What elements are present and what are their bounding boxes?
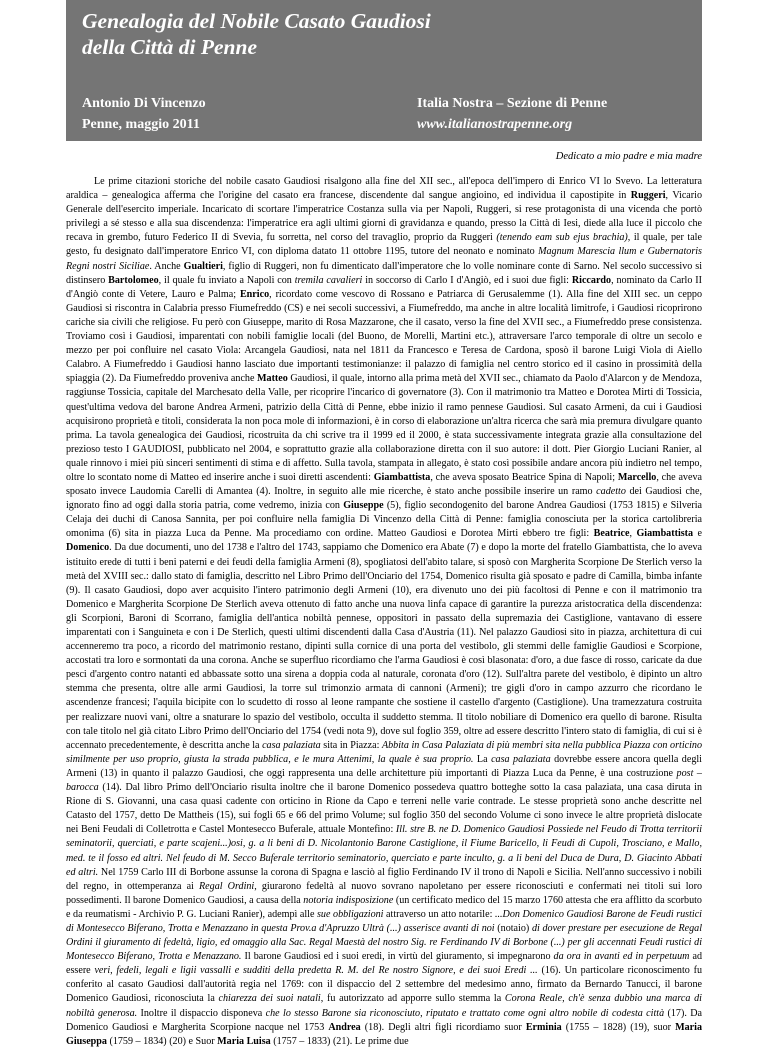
text-run: (1755 – 1828) (19), suor [561, 1021, 676, 1033]
text-run: ad essere [66, 951, 703, 977]
text-run: (un certificato medico del 15 marzo 1760 attesta che era afflitto da scorbuto e da reumatismi - Archivio P. G. Luciani Ranier), adempì alle [66, 894, 702, 920]
italic-quote: Abbita in Casa Palaziata di più membri sita nella pubblica Piazza con orticino similmente per uso proprio, giusta la strada pubblica, e le mura Attenimi, la quale è sua proprio. [66, 739, 702, 765]
text-run: (16). Un particolare riconoscimento fu conferito al casato Gaudiosi dall'autorità regia nel 1769: con il dispaccio del 2 settembre del medesimo anno, firmato da Bernardo Tanucci, il barone Domenico Gaudiosi, riconosciuta la [66, 965, 702, 1005]
text-run: (18). Degli altri figli ricordiamo suor [360, 1021, 526, 1033]
text-run: La [473, 753, 492, 765]
text-run: (1759 – 1834) (20) e Suor [106, 1035, 218, 1047]
bold-name: Giambattista [636, 528, 694, 540]
italic-quote: notoria indisposizione [303, 894, 394, 906]
text-run: , Vicario Generale dell'esercito imperiale. Incaricato di scortare l'imperatrice Costanza sulla via per Napoli, Ruggeri, si rese protagonista di una vicenda che portò privilegi a sé stesso e alla sua discendenza: l'imperatrice era agli ultimi giorni di gravidanza e quando, presso la Città di Iesi, diede alla luce il piccolo che recava in grembo, futuro Federico II di Svevia, fu sorretta, nel corso del travaglio, proprio da Ruggeri [66, 190, 702, 244]
italic-quote: che lo stesso Barone sia riconosciuto, riputato e trattato come ogni altro nobile di codesta città [265, 1007, 665, 1019]
italic-quote: Magnum Marescia llum e Gubernatoris Regni nostri Siciliae [66, 246, 702, 272]
text-run: sita in Piazza: [320, 739, 382, 751]
place-date: Penne, maggio 2011 [82, 117, 200, 132]
author-name: Antonio Di Vincenzo [82, 96, 206, 111]
text-run: Inoltre il dispaccio disponeva [137, 1007, 266, 1019]
text-run: Gaudiosi, il quale, intorno alla prima metà del XVII sec., chiamato da Paolo d'Alarcon y de Mendoza, raggiunse Tossicia, capitale del Marchesato della Valle, per ricoprire l'incarico di governatore (3). Con il matrimonio tra Matteo e Dorotea Mirti di Tossicia, quest'ultima vedova del barone Andrea Armeni, patrizio della Città di Penne, ebbe inizio il ramo pennese Gaudiosi. Sul casato Armeni, da cui i Gaudiosi acquisirono proprietà e titoli, considerata la non poca mole di informazioni, è in corso di elaborazione un'altra ricerca che sarà mia premura divulgare quanto prima. La tavola genealogica dei Gaudiosi, ricostruita da chi scrive tra il 1999 ed il 2000, è stata successivamente integrata grazie alla consultazione del prezioso testo I GAUDIOSI, pubblicato nel 2004, e soprattutto grazie alla collaborazione diretta con il suo autore: il dott. Pier Giorgio Luciani Ranier, al quale rinnovo i miei più sinceri sentimenti di stima e di affetto. Sulla tavola, stampata in allegato, è stato così possibile andare ancora più indietro nel tempo, oltre lo scontato nome di Matteo ed inserire anche i suoi diretti ascendenti: [66, 373, 703, 483]
text-run: (14). Dal libro Primo dell'Onciario risulta inoltre che il barone Domenico possedeva quattro botteghe sotto la casa palaziata, una casa diruta in Rione di S. Giovanni, una casa quasi cadente con orticino in Rione da Capo e terreni nelle varie contrade. Le stesse proprietà sono anche descritte nel Catasto del 1757, detto De Mattheis (15), sui fogli 65 e 66 del primo Volume; sul foglio 350 del secondo Volume ci sono invece le altre proprietà dislocate nei Beni Feudali di Colletrotta e Castel Montesecco Buferale, attuale Montefino: [66, 782, 702, 836]
text-run: (1757 – 1833) (21). Le prime due [270, 1035, 409, 1047]
body-paragraph [66, 175, 702, 1049]
text-run: , che aveva sposato Beatrice Spina di Napoli; [430, 471, 618, 483]
bold-name: Giambattista [373, 471, 431, 483]
text-run: dovrebbe essere ancora quella degli Armeni (13) in quanto il palazzo Gaudiosi, che oggi rappresenta una delle architetture più importanti di Piazza Luca da Penne, è una costruzione [66, 753, 702, 779]
bold-name: Giuseppe [343, 500, 384, 512]
bold-name: Domenico [66, 542, 110, 554]
text-run: , ricordato come vescovo di Rossano e Patriarca di Gerusalemme (1). Alla fine del XIII sec. un ceppo Gaudiosi si riscontra in Calabria presso Fiumefreddo (CS) e nei secoli successivi, a Fiumefreddo, ma anche in altre località limitrofe, i Gaudiosi ricoprirono cariche sia civili che religiose. Fu però con Giuseppe, marito di Rosa Mazzarone, che il casato, verso la fine del XVII sec., a Fiumefreddo prese consistenza. Troviamo così i Gaudiosi, imparentati con nobili famiglie locali (del Buono, de Morelli, Martini etc.), attraversare l'arco temporale di oltre un secolo e mezzo per poi confluire nel casato Viola: Arcangela Gaudiosi, nata nel 1811 da Francesco e Teresa de Cardona, sposò il barone Luigi Viola di Aiello Calabro. A Fiumefreddo i Gaudiosi hanno lasciato due importanti testimonianze: il palazzo di famiglia nel centro storico ed il casino in prossimità della spiaggia (2). Da Fiumefreddo proveniva anche [66, 288, 702, 385]
italic-quote: da ora in avanti ed in perpetuum [553, 951, 690, 963]
text-run: , figlio di Ruggeri, non fu dimenticato dall'imperatore che lo volle nominare conte di Sarno. Nel secolo successivo si distinsero [66, 260, 703, 286]
italic-quote: casa palaziata [491, 753, 551, 765]
text-run: , [629, 528, 637, 540]
text-run: . Anche [149, 260, 184, 272]
header-banner [66, 0, 702, 141]
bold-name: Bartolomeo [108, 274, 159, 286]
text-run: , che aveva sposato invece Laudomia Carelli di Amantea (4). Inoltre, in seguito alle mie ricerche, è stato anche possibile inserire un ramo [66, 471, 702, 498]
italic-quote: tremila cavalieri [294, 274, 363, 286]
bold-name: Riccardo [571, 274, 612, 286]
website-link[interactable]: www.italianostrapenne.org [417, 117, 573, 132]
text-run: , fu autorizzato ad apporre sullo stemma la [320, 993, 505, 1005]
author-block [82, 93, 206, 135]
text-run: Nel 1759 Carlo III di Borbone assunse la corona di Spagna e lasciò al figlio Ferdinando IV il trono di Napoli e Sicilia. Nell'anno successivo i nobili del regno, in ottemperanza ai [66, 866, 702, 892]
italic-quote: post – barocca [66, 767, 702, 794]
italic-quote: casa palaziata [262, 739, 321, 751]
bold-name: Marcello [617, 471, 657, 483]
bold-name: Maria Luisa [217, 1035, 271, 1047]
organization-name: Italia Nostra – Sezione di Penne [417, 96, 608, 111]
bold-name: Erminia [525, 1021, 562, 1033]
body-text [66, 175, 703, 1047]
bold-name: Enrico [239, 288, 270, 300]
bold-name: Maria Giuseppa [66, 1021, 702, 1047]
organization-block [417, 93, 607, 135]
italic-quote: ...Don Domenico Gaudiosi Barone de Feudi rustici di Montesecco Biferano, Trotta e Menazzano in questa Prov.a d'Apruzzo Ultrà (...) asserisce avanti di noi [66, 908, 702, 934]
text-run: , giurarono fedeltà al nuovo sovrano napoletano per essere riconosciuti e confermati nei titoli sui loro possedimenti. Il barone Domenico Gaudiosi, a causa della [66, 880, 703, 906]
text-run: dei Gaudiosi che, ignorato fino ad oggi dalla storia patria, come vedremo, inizia con [66, 486, 702, 512]
italic-quote: Regal Ordini [199, 880, 255, 892]
italic-quote: sue obbligazioni [317, 908, 384, 920]
italic-quote: Ill. stre B. ne D. Domenico Gaudiosi Possiede nel Feudo di Trotta territorii seminatorii, querciati, e parte scajeni...)osi, g. a li beni di D. Nicolantonio Barone Castiglione, il Fiume Baricello, li Feudi di Cupoli, Trosciano, e Mallo, med. te il fosso ed altri. Nel feudo di M. Secco Buferale territorio seminatorio, querciato e parte inculto, g. a li beni del Duca de Dura, D. Giacinto Abbati ed altri. [66, 824, 703, 878]
italic-quote: (tenendo eam sub ejus brachia) [496, 232, 628, 244]
text-run: . Da due documenti, uno del 1738 e l'altro del 1743, sappiamo che Domenico era Abate (7) e dopo la morte del fratello Giambattista, che lo aveva istituito erede di tutti i beni paterni e dei feudi della famiglia Armeni (8), spogliatosi dell'abito talare, si sposò con Margherita Scorpione De Sterlich verso la metà del XVIII sec.: dallo stato di famiglia, descritto nel Libro Primo dell'Onciario del 1754, Domenico risulta già sposato e padre di Camilla, bimba infante (9). Il casato Gaudiosi, dopo aver acquisito l'intero patrimonio degli Armeni (10), era divenuto uno dei più facoltosi di Penne e con il matrimonio tra Domenico e Margherita Scorpione De Sterlich aveva ottenuto di fatto anche una nuova linfa capace di garantire la purezza aristocratica della discendenza: gli Scorpioni, Baroni di Scorrano, famiglia dell'antica nobiltà pennese, oppositori in passato della supremazia dei Castiglione, vantavano di essere imparentati con i Sanguineta e con i De Sterlich, questi ultimi discendenti dalla Casa d'Austria (11). Nel palazzo Gaudiosi sito in piazza, architettura di cui accenneremo tra poco, a ricordo del matrimonio restano, dipinti sulla cornice di una porta del vestibolo, gli stemmi delle famiglie Gaudiosi e Scorpione, accostati tra loro e sormontati da una corona. Anche se superfluo ricordiamo che l'arma Gaudiosi è così blasonata: d'oro, a due fasce di rosso, caricate da due pesci d'argento contro natanti ed abbassate sotto una sirena a doppia coda al naturale, coronata d'oro (12). Sull'altra parete del vestibolo, è dipinto un altro stemma che presenta, oltre alle armi Gaudiosi, la torre sul trimonzio armata di cannoni (Armeni); tre gigli d'oro in campo azzurro che ricordano le ascendenze francesi; l'aquila bicipite con lo scudetto di rosso al leone rampante che sostiene il castello d'argento (Castiglione). Una tramezzatura costruita per realizzare nuovi vani, oltre a snaturare lo spazio del vestibolo, occulta il suddetto stemma. Il titolo nobiliare di Domenico era quello di barone. Risulta con tale titolo nel già citato Libro Primo dell'Onciario del 1754 (vedi nota 9), dove sul foglio 359, oltre ad essere descritto l'intero stato di famiglia, di cui si è accennato precedentemente, è descritta anche la [66, 542, 702, 751]
bold-name: Andrea [328, 1021, 361, 1033]
text-run: (5), figlio secondogenito del barone Andrea Gaudiosi (1753 1815) e Silveria Celaja dei duchi di Canosa Sannita, per poi confluire nella famiglia Di Vincenzo della Città di Penne: famiglia conosciuta per la storica cartolibreria omonima (6) sita in piazza Luca da Penne. Ma procediamo con ordine. Matteo Gaudiosi e Dorotea Mirti ebbero tre figli: [66, 500, 702, 540]
text-run: , il quale fu inviato a Napoli con [158, 274, 295, 286]
italic-quote: chiarezza dei suoi natali [218, 993, 321, 1005]
italic-quote: cadetto [596, 486, 626, 498]
italic-quote: Corona Reale, ch'è senza dubbio una marca di nobiltà generosa. [66, 993, 702, 1019]
bold-name: Matteo [257, 373, 288, 385]
text-run: Il barone Gaudiosi ed i suoi eredi, in virtù del giuramento, si impegnarono [241, 951, 554, 963]
italic-quote: veri, fedeli, legali e ligii vassalli e sudditi della predetta R. M. del Re nostro Signore, e dei suoi Eredi ... [94, 965, 538, 977]
text-run: , il quale, per tale gesto, fu designato dall'imperatore Enrico VI, con diploma datato 11 ottobre 1195, tutore del neonato e nominato [66, 232, 702, 258]
bold-name: Ruggeri [630, 190, 666, 202]
bold-name: Beatrice [593, 528, 630, 540]
text-run: attraverso un atto notarile: [383, 908, 495, 920]
italic-quote: di dover prestare per esecuzione de Regal Ordini il giuramento di fedeltà, ligio, ed omaggio alla Sac. Regal Maestà del nostro Sig. re Ferdinando IV di Borbone (...) per gli accennati Feudi rustici di Montesecco Biferano, Trotta e Menazzano. [66, 922, 702, 963]
dedication: Dedicato a mio padre e mia madre [555, 151, 702, 162]
text-run: in soccorso di Carlo I d'Angiò, ed i suoi due figli: [362, 274, 572, 286]
text-run: , nominato da Carlo II d'Angiò conte di Vetere, Lauro e Palma; [66, 274, 702, 300]
text-run: (notaio) [494, 922, 532, 934]
title-line-1: Genealogia del Nobile Casato Gaudiosi [82, 9, 431, 33]
bold-name: Gualtieri [183, 260, 223, 272]
text-run: e [693, 528, 703, 540]
title-line-2: della Città di Penne [82, 35, 257, 59]
text-run: Le prime citazioni storiche del nobile casato Gaudiosi risalgono alla fine del XII sec., all'epoca dell'impero di Enrico VI lo Svevo. La letteratura araldica – genealogica afferma che l'origine del casato era francese, discendente dal sangue angioino, ed individua il capostipite in [66, 176, 702, 202]
text-run: (17). Da Domenico Gaudiosi e Margherita Scorpione nacque nel 1753 [66, 1007, 703, 1033]
document-title [82, 8, 682, 60]
